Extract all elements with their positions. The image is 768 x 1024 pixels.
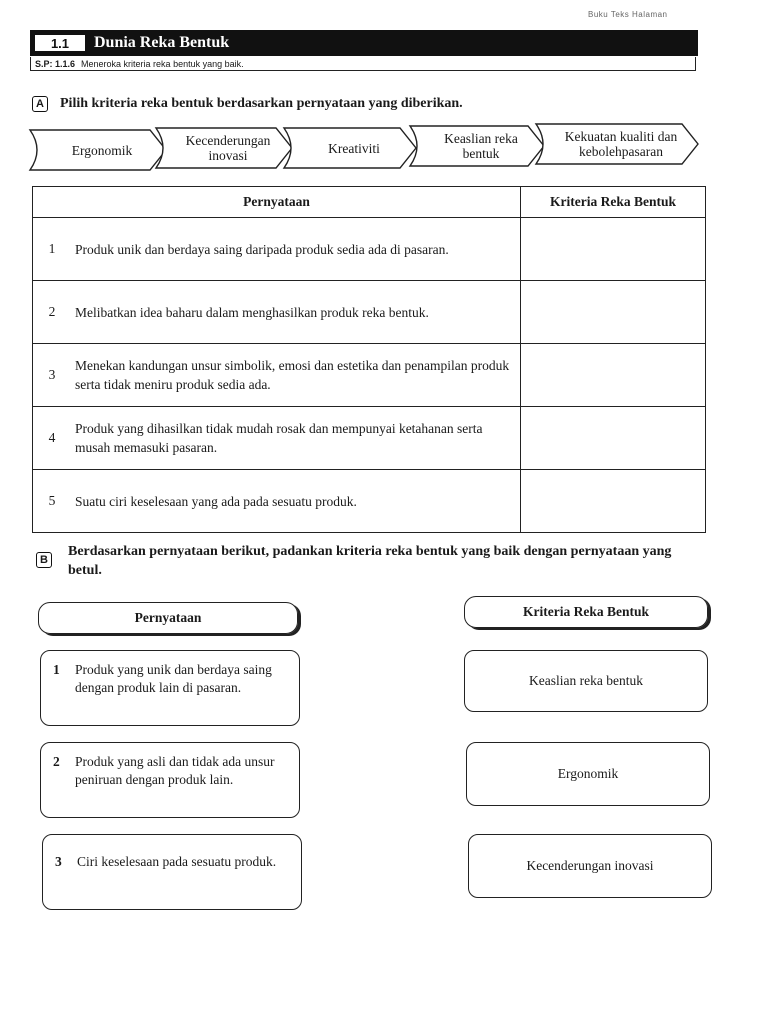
page-corner-label: Buku Teks Halaman bbox=[588, 10, 668, 19]
statement-number: 2 bbox=[53, 754, 60, 769]
statement-text: Ciri keselesaan pada sesuatu produk. bbox=[77, 854, 277, 869]
match-statement-1[interactable] bbox=[40, 650, 300, 726]
row-number: 1 bbox=[33, 218, 72, 281]
section-a-instruction: Pilih kriteria reka bentuk berdasarkan pernyataan yang diberikan. bbox=[60, 96, 463, 111]
match-statement-3[interactable] bbox=[42, 834, 302, 910]
table-row bbox=[33, 218, 706, 281]
option-keaslian-reka-bentuk bbox=[408, 124, 546, 168]
match-criteria-1[interactable] bbox=[464, 650, 708, 712]
option-label: Ergonomik bbox=[71, 142, 133, 158]
section-a-marker: A bbox=[32, 96, 48, 112]
row-number: 3 bbox=[33, 344, 72, 407]
option-kreativiti bbox=[282, 126, 418, 170]
option-ergonomik bbox=[28, 128, 168, 172]
table-row bbox=[33, 470, 706, 533]
option-label: Kekuatan kualiti dan kebolehpasaran bbox=[564, 129, 678, 159]
statement-text: Produk yang unik dan berdaya saing dengan produk lain di pasaran. bbox=[75, 662, 272, 695]
row-statement: Melibatkan idea baharu dalam menghasilkan produk reka bentuk. bbox=[71, 281, 521, 344]
answer-cell[interactable] bbox=[521, 344, 706, 407]
match-criteria-3[interactable] bbox=[468, 834, 712, 898]
chapter-title: Dunia Reka Bentuk bbox=[94, 34, 230, 51]
option-kecenderungan-inovasi bbox=[154, 126, 294, 170]
option-kekuatan-kualiti bbox=[534, 122, 700, 166]
statement-number: 3 bbox=[55, 854, 62, 869]
statement-number: 1 bbox=[53, 662, 60, 677]
row-number: 4 bbox=[33, 407, 72, 470]
chapter-header bbox=[30, 30, 698, 56]
row-statement: Suatu ciri keselesaan yang ada pada sesuatu produk. bbox=[71, 470, 521, 533]
learning-standard-code: S.P: 1.1.6 bbox=[35, 58, 76, 69]
match-statement-2[interactable] bbox=[40, 742, 300, 818]
table-row bbox=[33, 281, 706, 344]
row-statement: Produk unik dan berdaya saing daripada produk sedia ada di pasaran. bbox=[71, 218, 521, 281]
row-number: 2 bbox=[33, 281, 72, 344]
option-label: Kreativiti bbox=[328, 140, 380, 156]
chapter-number: 1.1 bbox=[34, 34, 86, 52]
criteria-label: Ergonomik bbox=[557, 766, 619, 781]
table-row bbox=[33, 344, 706, 407]
answer-cell[interactable] bbox=[521, 470, 706, 533]
table-row bbox=[33, 407, 706, 470]
column-header-statement: Pernyataan bbox=[33, 187, 521, 218]
row-statement: Menekan kandungan unsur simbolik, emosi dan estetika dan penampilan produk serta tidak meniru produk sedia ada. bbox=[71, 344, 521, 407]
column-header-criteria: Kriteria Reka Bentuk bbox=[521, 187, 706, 218]
answer-cell[interactable] bbox=[521, 407, 706, 470]
option-label: Kecenderungan inovasi bbox=[185, 133, 271, 163]
statement-text: Produk yang asli dan tidak ada unsur peniruan dengan produk lain. bbox=[75, 754, 275, 787]
criteria-label: Keaslian reka bentuk bbox=[529, 673, 643, 688]
section-b-marker: B bbox=[36, 552, 52, 568]
statement-column-header: Pernyataan bbox=[38, 602, 298, 634]
criteria-table bbox=[32, 186, 706, 533]
answer-cell[interactable] bbox=[521, 218, 706, 281]
criteria-column-header: Kriteria Reka Bentuk bbox=[464, 596, 708, 628]
row-number: 5 bbox=[33, 470, 72, 533]
row-statement: Produk yang dihasilkan tidak mudah rosak dan mempunyai ketahanan serta musah memasuki pasaran. bbox=[71, 407, 521, 470]
criteria-label: Kecenderungan inovasi bbox=[526, 858, 654, 873]
option-label: Keaslian reka bentuk bbox=[444, 131, 518, 161]
learning-standard-text: Meneroka kriteria reka bentuk yang baik. bbox=[81, 58, 244, 69]
section-b-instruction: Berdasarkan pernyataan berikut, padankan kriteria reka bentuk yang baik dengan pernyataan yang betul. bbox=[68, 544, 672, 578]
learning-standard bbox=[30, 57, 696, 71]
match-criteria-2[interactable] bbox=[466, 742, 710, 806]
answer-cell[interactable] bbox=[521, 281, 706, 344]
